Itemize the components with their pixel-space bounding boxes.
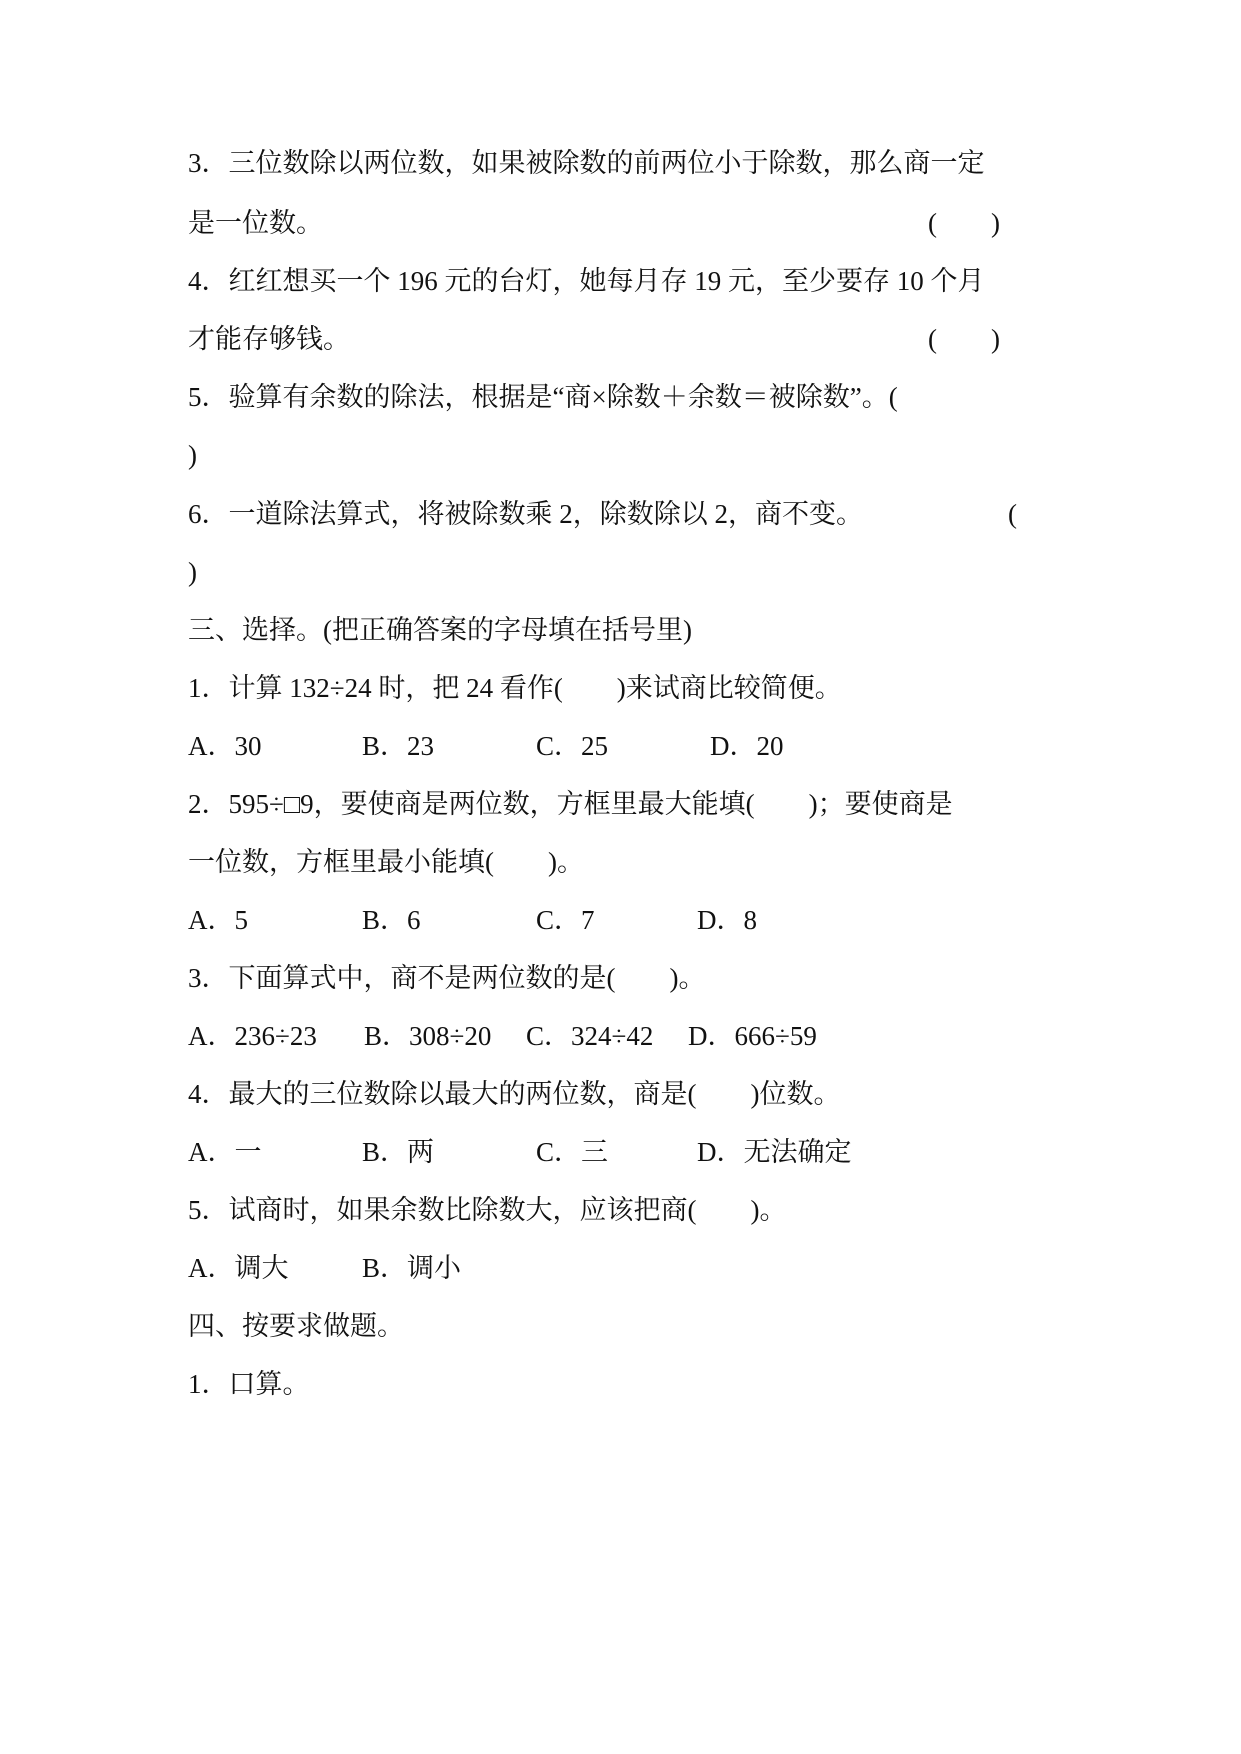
choice-q5-text: 5．试商时，如果余数比除数大，应该把商( )。 [188,1195,787,1225]
judge-q6-cont: ) [188,557,197,587]
judge-q5-text: 5．验算有余数的除法，根据是“商×除数＋余数＝被除数”。( [188,382,898,412]
choice-q2-text: 2．595÷□9，要使商是两位数，方框里最大能填( )；要使商是 [188,789,953,819]
option-d[interactable]: D．无法确定 [697,1137,852,1167]
option-c[interactable]: C．7 [536,905,595,935]
judge-q5-cont: ) [188,440,197,470]
choice-q5-options [188,1250,1048,1286]
option-b[interactable]: B．6 [362,905,421,935]
option-a[interactable]: A．一 [188,1137,262,1167]
judge-q6 [188,496,1048,532]
option-a[interactable]: A．5 [188,905,248,935]
choice-q3-text: 3．下面算式中，商不是两位数的是( )。 [188,963,706,993]
option-a[interactable]: A．236÷23 [188,1021,317,1051]
judge-q4-text: 4．红红想买一个 196 元的台灯，她每月存 19 元，至少要存 10 个月 [188,266,985,296]
choice-q1-text: 1．计算 132÷24 时，把 24 看作( )来试商比较简便。 [188,673,842,703]
choice-q2-options [188,902,1048,938]
choice-q1-options [188,728,1048,764]
option-a[interactable]: A．调大 [188,1253,289,1283]
option-d[interactable]: D．20 [710,731,784,761]
section4-q1: 1．口算。 [188,1369,310,1399]
option-c[interactable]: C．25 [536,731,609,761]
judge-q4-cont-text: 才能存够钱。 [188,324,350,354]
judge-q3-text: 3．三位数除以两位数，如果被除数的前两位小于除数，那么商一定 [188,148,985,178]
option-b[interactable]: B．23 [362,731,435,761]
section3-title: 三、选择。(把正确答案的字母填在括号里) [188,615,692,645]
option-d[interactable]: D．666÷59 [688,1021,817,1051]
option-b[interactable]: B．两 [362,1137,435,1167]
judge-q6-text: 6．一道除法算式，将被除数乘 2，除数除以 2，商不变。 [188,499,863,529]
option-a[interactable]: A．30 [188,731,262,761]
choice-q3-options [188,1018,1048,1054]
judge-q3-cont-text: 是一位数。 [188,208,323,238]
option-c[interactable]: C．三 [536,1137,609,1167]
section4-title: 四、按要求做题。 [188,1311,404,1341]
answer-blank[interactable]: ( ) [928,324,1000,354]
judge-q4-cont [188,321,1048,357]
judge-q3-cont [188,205,1048,241]
choice-q2-cont: 一位数，方框里最小能填( )。 [188,847,584,877]
option-b[interactable]: B．308÷20 [364,1021,492,1051]
option-b[interactable]: B．调小 [362,1253,462,1283]
answer-blank[interactable]: ( ) [928,208,1000,238]
choice-q4-options [188,1134,1048,1170]
option-c[interactable]: C．324÷42 [526,1021,654,1051]
option-d[interactable]: D．8 [697,905,757,935]
answer-blank-open[interactable]: ( [1008,499,1017,529]
choice-q4-text: 4．最大的三位数除以最大的两位数，商是( )位数。 [188,1079,841,1109]
